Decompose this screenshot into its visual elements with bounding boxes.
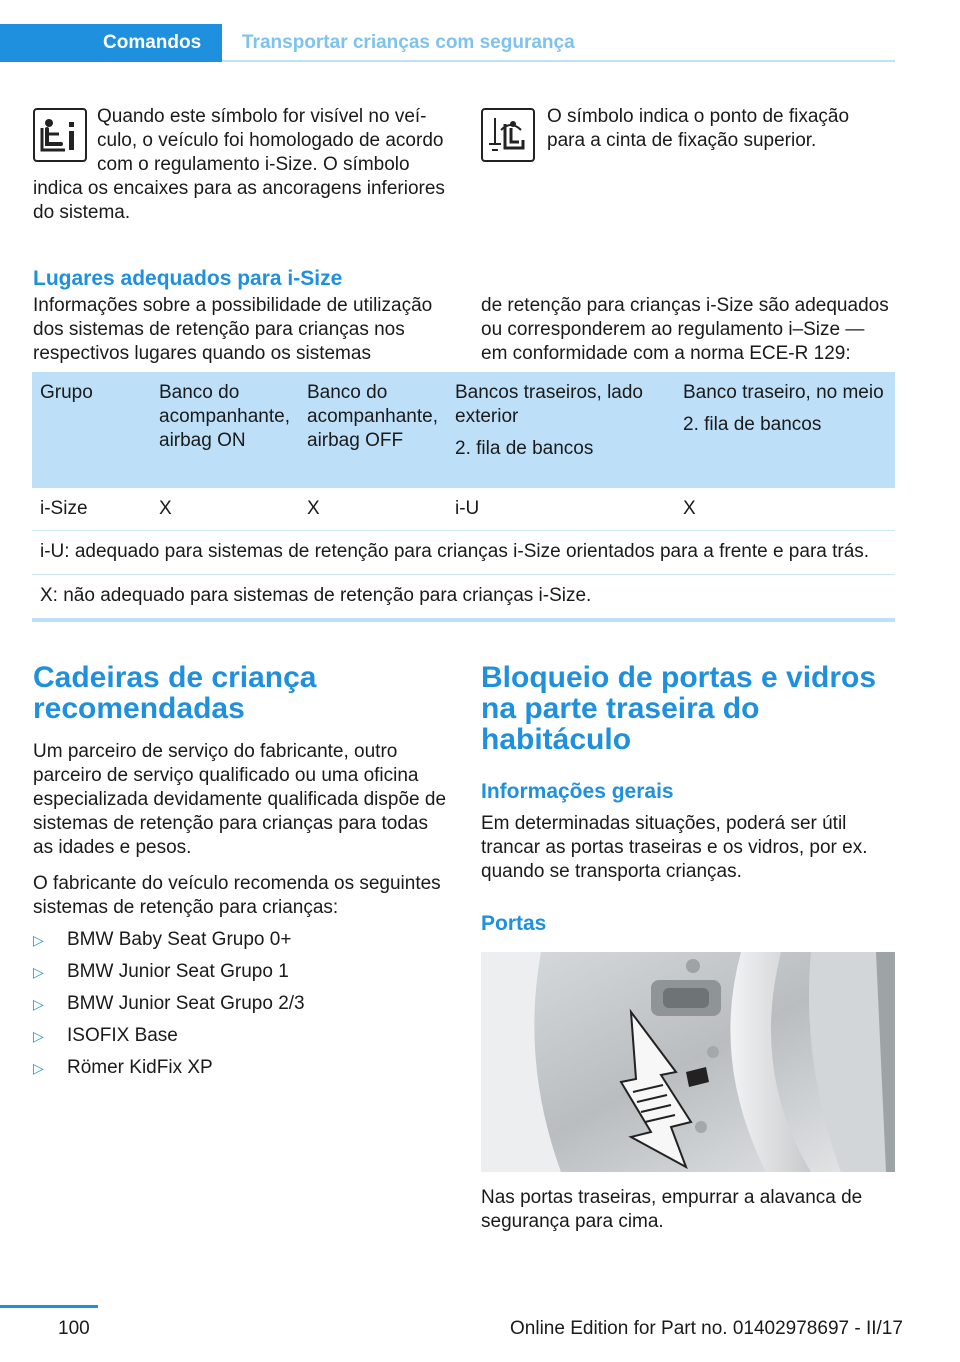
table-header-cell: Banco do acompanhante, airbag OFF: [299, 372, 447, 488]
general-info-heading: Informações gerais: [481, 780, 674, 803]
table-header-cell: Banco do acompanhante, airbag ON: [151, 372, 299, 488]
table-cell: i-Size: [32, 488, 151, 531]
chapter-tab[interactable]: Comandos: [0, 24, 222, 62]
triangle-bullet-icon: ▷: [33, 1060, 44, 1076]
table-note-row: [32, 575, 895, 621]
door-child-lock-photo: [481, 952, 895, 1172]
isize-intro-right: de retenção para crianças i-Size são adequados ou corresponderem ao regulamento i–Size — em conformidade com a norma ECE-R 129:: [481, 295, 889, 364]
table-cell: X: [299, 488, 447, 531]
table-cell: X: [151, 488, 299, 531]
table-row: [32, 488, 895, 531]
isize-section-title: Lugares adequados para i-Size: [33, 267, 343, 290]
child-seats-paragraph-2: O fabricante do veículo recomenda os seguintes sistemas de retenção para crianças:: [33, 873, 441, 918]
door-lock-caption: Nas portas traseiras, empurrar a alavanca de segurança para cima.: [481, 1187, 863, 1232]
top-tether-symbol-text: O símbolo indica o ponto de fixação para a cinta de fixação superior.: [547, 106, 850, 151]
child-seats-paragraph-1: Um parceiro de serviço do fabricante, outro parceiro de serviço qualificado ou uma oficina especializada devidamente qualificada dispõe de sistemas de retenção para crianças para todas as idades e pesos.: [33, 741, 447, 858]
list-item: ▷ BMW Junior Seat Grupo 2/3: [33, 993, 305, 1014]
isize-intro-left: Informações sobre a possibilidade de utilização dos sistemas de retenção para crianças nos respectivos lugares quando os sistemas: [33, 295, 433, 364]
breadcrumb[interactable]: Transportar crianças com segurança: [242, 32, 575, 53]
table-note-row: [32, 531, 895, 575]
child-seats-list: [33, 928, 453, 1088]
table-note: i-U: adequado para sistemas de retenção para crianças i-Size orientados para a frente e para trás.: [32, 531, 895, 575]
table-cell: i-U: [447, 488, 675, 531]
table-header-row: [32, 372, 895, 488]
list-item: ▷ BMW Baby Seat Grupo 0+: [33, 929, 292, 950]
list-item: ▷ BMW Junior Seat Grupo 1: [33, 961, 289, 982]
list-item: ▷ Römer KidFix XP: [33, 1057, 213, 1078]
general-info-paragraph: Em determinadas situações, poderá ser útil trancar as portas traseiras e os vidros, por ex. quando se transporta crianças.: [481, 813, 868, 882]
triangle-bullet-icon: ▷: [33, 996, 44, 1012]
table-header-cell: Banco traseiro, no meio 2. fila de bancos: [675, 372, 895, 488]
triangle-bullet-icon: ▷: [33, 1028, 44, 1044]
table-cell: X: [675, 488, 895, 531]
doors-heading: Portas: [481, 912, 547, 935]
triangle-bullet-icon: ▷: [33, 964, 44, 980]
edition-note: Online Edition for Part no. 01402978697 - II/17: [510, 1318, 903, 1339]
page-number: 100: [58, 1318, 90, 1339]
table-header-cell: Grupo: [32, 372, 151, 488]
list-item: ▷ ISOFIX Base: [33, 1025, 178, 1046]
page-header: [0, 24, 895, 62]
door-lock-title: Bloqueio de portas e vidros na parte traseira do habitáculo: [481, 661, 877, 756]
footer-rule: [0, 1305, 98, 1308]
table-header-cell: Bancos traseiros, lado exterior 2. fila de bancos: [447, 372, 675, 488]
top-tether-anchor-icon: [481, 108, 535, 162]
triangle-bullet-icon: ▷: [33, 932, 44, 948]
table-note: X: não adequado para sistemas de retenção para crianças i-Size.: [32, 575, 895, 621]
isize-seat-table: [32, 372, 895, 622]
isize-symbol-text: Quando este símbolo for visível no veículo, o veículo foi homologado de acordo com o regulamento i-Size. O símbolo indica os encaixes para as ancoragens inferiores do sistema.: [33, 106, 445, 223]
child-seats-title: Cadeiras de criança recomendadas: [33, 661, 317, 725]
